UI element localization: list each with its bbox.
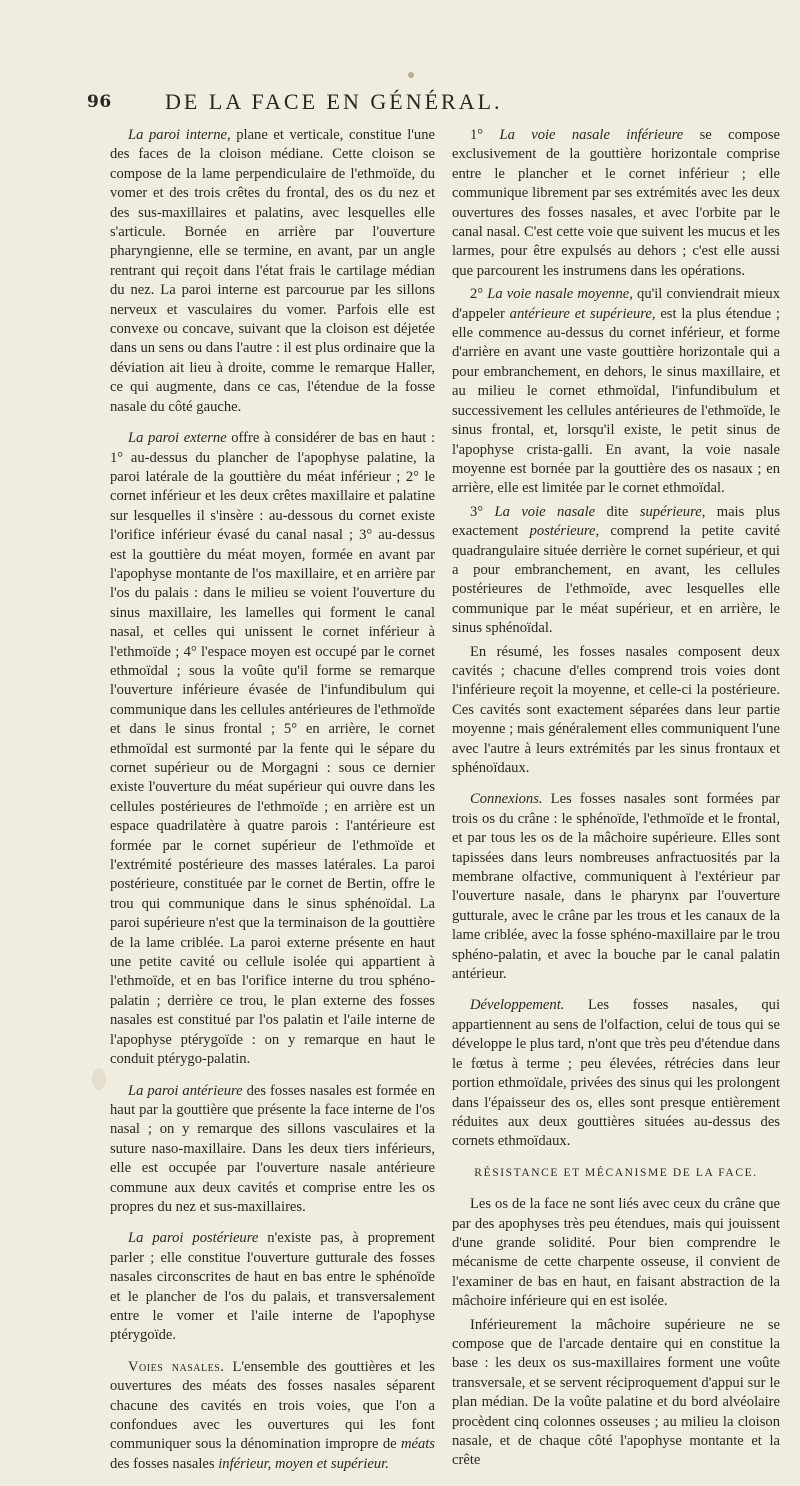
paragraph-voie-superieure [452, 503, 780, 639]
paragraph-body: , mais plus exactement [452, 503, 781, 540]
paragraph-body: , comprend la petite cavité quadrangulaire située derrière le cornet supérieur, et qui a pour embranchement, en avant, les cellules postérieures de l'ethmoïde, avec lesquelles elle communique par le méat supérieur, et en arrière, le sinus sphénoïdal. [452, 523, 780, 637]
paragraph-body: , est la plus étendue ; elle commence au-dessus du cornet inférieur, et forme d'arrière en avant une vaste gouttière horizontale qui a pour embranchement, en dehors, le sinus maxillaire, et au milieu le cornet ethmoïdal, l'infundibulum et successivement les cellules antérieures de l'ethmoïde, le sinus frontal, et, lorsqu'il existe, le petit sinus de l'apophyse crista-galli. En avant, la voie nasale moyenne est bornée par la gouttière des os nasaux ; en arrière, elle est limitée par le cornet ethmoïdal. [452, 305, 780, 497]
paragraph-lead: La paroi antérieure [128, 1082, 243, 1099]
paragraph-developpement [452, 996, 780, 1151]
emphasis: postérieure [529, 523, 596, 540]
paragraph-body: des fosses nasales est formée en haut par la gouttière que présente la face interne de l'os nasal ; on y remarque des sillons vasculaires et la suture naso-maxillaire. Dans les deux tiers inférieurs, elle est occupée par l'ouverture nasale antérieure commune aux deux cavités et comprise entre les os propres du nez et sus-maxillaires. [110, 1082, 436, 1215]
paragraph-lead: La voie nasale moyenne [487, 286, 630, 303]
paragraph-body: offre à considérer de bas en haut : 1° au-dessus du plancher de l'apophyse palatine, la paroi latérale de la gouttière du méat inférieur ; 2° le cornet inférieur et les deux crêtes maxillaire et palatine sur lesquelles il s'insère : au-dessous du cornet existe l'orifice inférieur évasé du canal nasal ; 3° au-dessus est la gouttière du méat moyen, formée en avant par l'apophyse montante de l'os maxillaire, et en arrière par l'os du palais : dans le milieu se voient l'ouverture du sinus maxillaire, les lamelles qui forment le canal nasal, et celles qui unissent le cornet inférieur à l'ethmoïde ; 4° l'espace moyen est occupé par le cornet ethmoïdal ; sous la voûte qu'il forme se remarque l'ouverture inférieure évasée de l'infundibulum qui communique dans les cellules antérieures de l'ethmoïde et dans le sinus frontal ; 5° en arrière, le cornet ethmoïdal est surmonté par la fente qui le sépare du cornet supérieur ou de Morgagni : sous ce dernier existe l'ouverture du méat supérieur qui ouvre dans les cellules postérieures de l'ethmoïde ; en arrière est un espace quadrilatère à quatre parois : l'antérieure est formée par le cornet supérieur de l'ethmoïde et l'extrémité postérieure des masses latérales. La paroi postérieure, constituée par le cornet de Bertin, offre le trou qui communique dans le sinus sphénoïdal. La paroi supérieure n'est que la terminaison de la gouttière de la lame criblée. La paroi externe présente en haut une petite cavité ou cellule isolée qui appartient à l'ethmoïde, et en bas l'orifice interne du trou sphéno-palatin ; derrière ce trou, le plan externe des fosses nasales est constitué par l'os palatin et l'aile interne de l'apophyse ptérygoïde : on y remarque en haut le conduit ptérygo-palatin. [110, 430, 436, 1068]
paragraph-resistance: Les os de la face ne sont liés avec ceux du crâne que par des apophyses très peu étendues, mais qui jouissent d'une grande solidité. Pour bien comprendre le mécanisme de cette charpente osseuse, il convient de l'examiner de bas en haut, en faisant abstraction de la mâchoire inférieure qui en est isolée. [452, 1196, 780, 1310]
paragraph-lead: Voies nasales. [128, 1358, 225, 1375]
paragraph-paroi-posterieure [110, 1229, 435, 1345]
page-number: 96 [87, 92, 112, 112]
left-column [110, 126, 435, 1486]
paragraph-body: n'existe pas, à proprement parler ; elle constitue l'ouverture gutturale des fosses nasales circonscrites de haut en bas entre le sphénoïde et le plancher de l'os du palais, et transversalement entre le vomer et l'aile interne de l'apophyse ptérygoïde. [110, 1230, 435, 1344]
emphasis: méats [400, 1436, 435, 1453]
paragraph-lead: La paroi postérieure [128, 1230, 259, 1247]
paragraph-lead: La paroi externe [128, 430, 227, 447]
paragraph-lead: La voie nasale inférieure [499, 127, 684, 143]
paragraph-body: se compose exclusivement de la gouttière horizontale comprise entre le plancher et le cornet inférieur ; elle communique librement par ses extrémités avec les deux ouvertures des fosses nasales, et avec l'orbite par le canal nasal. C'est cette voie que suivent les mucus et les larmes, pour être expulsés au dehors ; c'est elle aussi que parcourent les instrumens dans les opérations. [452, 127, 780, 279]
right-column [452, 126, 780, 1483]
paragraph-paroi-externe [110, 429, 435, 1069]
paragraph-paroi-interne [110, 126, 435, 417]
paragraph-body: Les fosses nasales, qui appartiennent au sens de l'olfaction, celui de tous qui se développe le plus tard, n'ont que très peu d'étendue dans le fœtus à terme ; peu élevées, rétrécies dans leur portion ethmoïdale, privées des sinus qui les prolongent dans l'épaisseur des os, elles sont presque entièrement réduites aux deux gouttières situées au-dessus des cornets ethmoïdaux. [452, 997, 780, 1150]
paragraph-lead: La paroi interne [128, 127, 227, 143]
emphasis: inférieur, moyen et supérieur. [218, 1455, 389, 1472]
paragraph-voies-nasales [110, 1358, 435, 1474]
emphasis: antérieure et supérieure [509, 305, 652, 322]
paragraph-connexions [452, 790, 780, 984]
paper-stain [92, 1068, 106, 1090]
paragraph-voie-moyenne [452, 285, 780, 498]
running-title: DE LA FACE EN GÉNÉRAL. [165, 89, 503, 114]
paragraph-lead: Connexions. [470, 791, 543, 808]
paragraph-body: Les fosses nasales sont formées par trois os du crâne : le sphénoïde, l'ethmoïde et le frontal, et par tous les os de la mâchoire supérieure. Elles sont tapissées dans leurs nombreuses anfractuosités par la membrane olfactive, communiquent à l'extérieur par l'ouverture nasale, dans le pharynx par l'ouverture gutturale, avec le crâne par les trous et les canaux de la lame criblée, avec la fosse sphéno-maxillaire par le trou sphéno-palatin, et avec la bouche par le canal palatin antérieur. [452, 791, 780, 983]
paragraph-body: dite [595, 503, 640, 520]
list-number: 3° [470, 503, 495, 520]
paragraph-inferieurement: Inférieurement la mâchoire supérieure ne se compose que de l'arcade dentaire qui en constitue la base : les deux os sus-maxillaires forment une voûte transversale, et se servent réciproquement d'appui sur le plan médian. De la voûte palatine et du bord alvéolaire procèdent cinq colonnes osseuses ; au milieu la cloison nasale, et de chaque côté l'apophyse montante et la crête [452, 1316, 780, 1469]
paragraph-body: L'ensemble des gouttières et les ouvertures des méats des fosses nasales séparent chacune des cavités en trois voies, que l'on a confondues avec les ouvertures qui les font communiquer sous la dénomination impropre de [110, 1358, 435, 1453]
paragraph-paroi-anterieure [110, 1082, 435, 1218]
ink-dot [408, 72, 414, 78]
paragraph-body: des fosses nasales [110, 1455, 219, 1472]
list-number: 2° [470, 286, 488, 303]
paragraph-lead: Développement. [470, 997, 565, 1014]
paragraph-lead: La voie nasale [494, 503, 596, 520]
paragraph-body: , plane et verticale, constitue l'une des faces de la cloison médiane. Cette cloison se compose de la lame perpendiculaire de l'ethmoïde, du vomer et des trois crêtes du frontal, des os du nez et des sus-maxillaires et palatins, avec lesquelles elle s'articule. Bornée en arrière par l'ouverture pharyngienne, elle se termine, en avant, par un angle rentrant qui reçoit dans l'état frais le cartilage médian du nez. La paroi interne est parcourue par les sillons nerveux et vasculaires du vomer. Parfois elle est convexe ou concave, suivant que la cloison est déjetée dans un sens ou dans l'autre : il est plus ordinaire que la déviation ait lieu à droite, comme le remarque Haller, ce qui augmente, dans ce cas, l'étendue de la fosse nasale du côté gauche. [110, 127, 435, 415]
list-number: 1° [470, 127, 500, 143]
paragraph-body: , qu'il conviendrait mieux d'appeler [452, 286, 780, 322]
paragraph-voie-inferieure [452, 126, 780, 281]
paragraph-en-resume: En résumé, les fosses nasales composent deux cavités ; chacune d'elles comprend trois voies dont l'inférieure reçoit la moyenne, et celle-ci la postérieure. Ces cavités sont exactement séparées dans leur partie moyenne ; mais généralement elles communiquent l'une avec l'autre à leurs extrémités par les sinus frontaux et sphénoïdaux. [452, 643, 780, 776]
section-heading: RÉSISTANCE ET MÉCANISME DE LA FACE. [474, 1166, 758, 1179]
emphasis: supérieure [639, 503, 702, 520]
